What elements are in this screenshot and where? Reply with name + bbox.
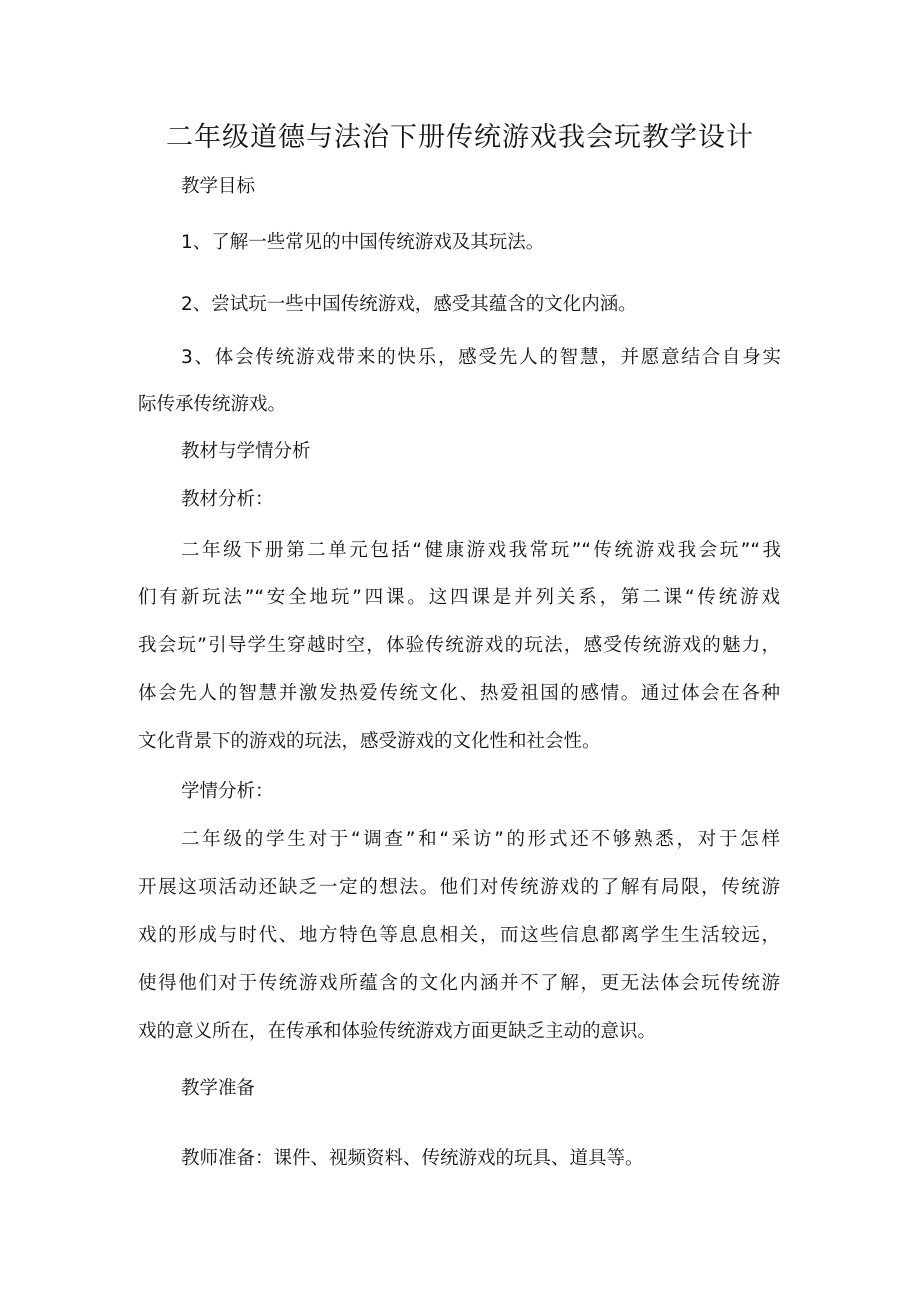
objectives-heading: 教学目标	[181, 176, 256, 197]
students-paragraph-line: 使得他们对于传统游戏所蕴含的文化内涵并不了解，更无法体会玩传统游	[138, 973, 780, 994]
students-analysis-heading: 学情分析：	[181, 781, 274, 802]
textbook-paragraph-line: 们有新玩法”“安全地玩”四课。这四课是并列关系，第二课“传统游戏	[138, 587, 780, 608]
analysis-heading: 教材与学情分析	[181, 441, 311, 462]
objective-item-3-line-1: 3、体会传统游戏带来的快乐，感受先人的智慧，并愿意结合自身实	[181, 347, 781, 368]
page-title: 二年级道德与法治下册传统游戏我会玩教学设计	[166, 122, 754, 153]
objective-item-1: 1、了解一些常见的中国传统游戏及其玩法。	[181, 232, 545, 253]
textbook-analysis-heading: 教材分析：	[181, 489, 274, 510]
preparation-heading: 教学准备	[181, 1078, 256, 1099]
students-paragraph-line: 二年级的学生对于“调查”和“采访”的形式还不够熟悉，对于怎样	[181, 829, 780, 850]
objective-item-2: 2、尝试玩一些中国传统游戏，感受其蕴含的文化内涵。	[181, 294, 637, 315]
students-paragraph-line: 戏的意义所在，在传承和体验传统游戏方面更缺乏主动的意识。	[138, 1021, 657, 1042]
students-paragraph-line: 戏的形成与时代、地方特色等息息相关，而这些信息都离学生生活较远，	[138, 925, 780, 946]
textbook-paragraph-line: 文化背景下的游戏的玩法，感受游戏的文化性和社会性。	[138, 731, 601, 752]
textbook-paragraph-line: 我会玩”引导学生穿越时空，体验传统游戏的玩法，感受传统游戏的魅力，	[138, 635, 780, 656]
textbook-paragraph-line: 体会先人的智慧并激发热爱传统文化、热爱祖国的感情。通过体会在各种	[138, 683, 780, 704]
teacher-preparation: 教师准备：课件、视频资料、传统游戏的玩具、道具等。	[181, 1148, 644, 1169]
textbook-paragraph-line: 二年级下册第二单元包括“健康游戏我常玩”“传统游戏我会玩”“我	[181, 540, 781, 561]
objective-item-3-line-2: 际传承传统游戏。	[138, 394, 287, 415]
students-paragraph-line: 开展这项活动还缺乏一定的想法。他们对传统游戏的了解有局限，传统游	[138, 877, 780, 898]
